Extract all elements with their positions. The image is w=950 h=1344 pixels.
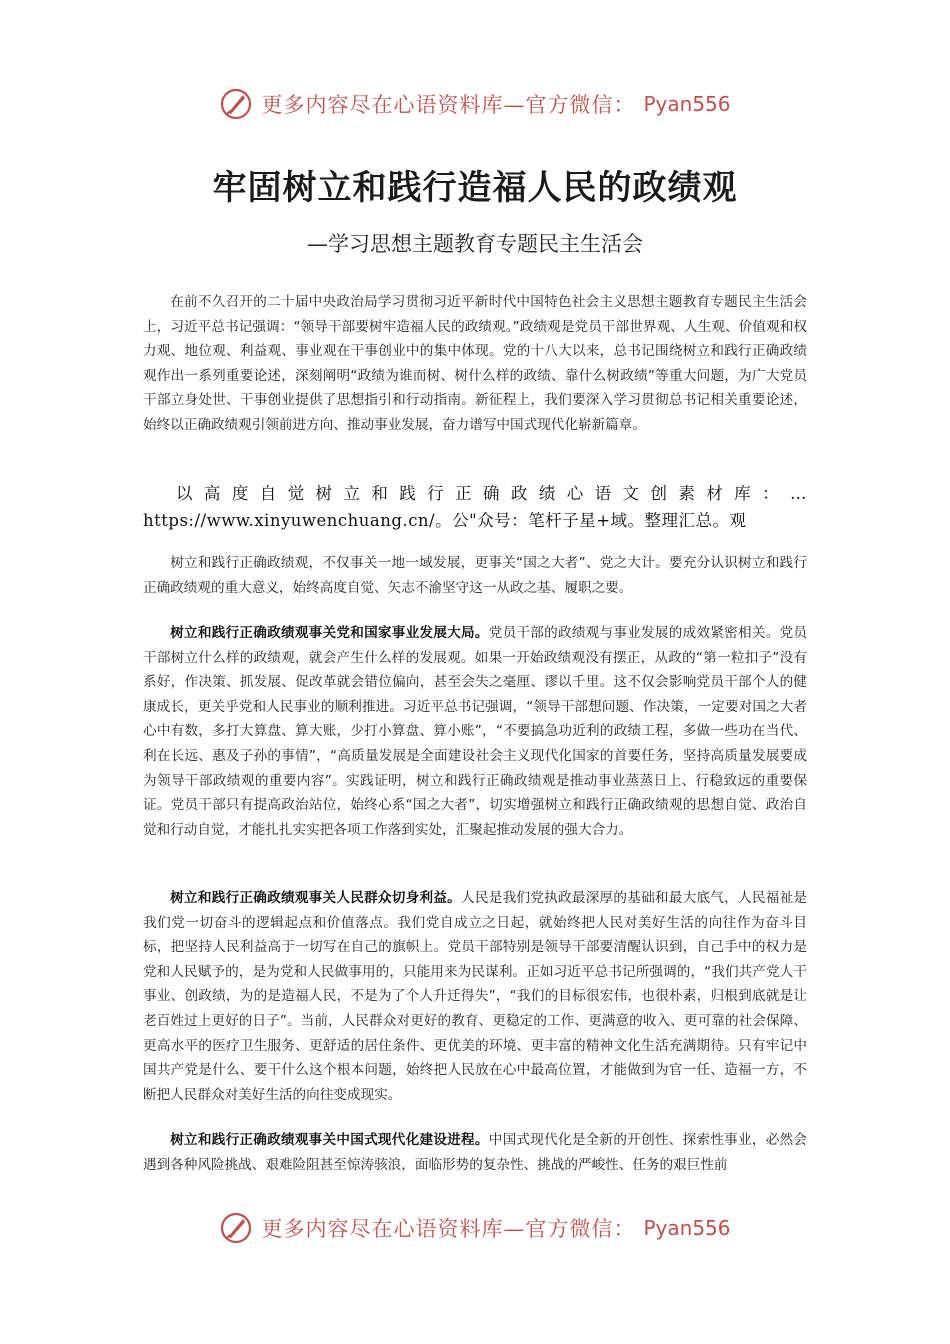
quill-logo-icon xyxy=(219,87,253,121)
intro-paragraph: 在前不久召开的二十届中央政治局学习贯彻习近平新时代中国特色社会主义思想主题教育专题民主生活会上，习近平总书记强调：“领导干部要树牢造福人民的政绩观。”政绩观是党员干部世界观、人生观、价值观和权力观、地位观、利益观、事业观在干事创业中的集中体现。党的十八大以来，总书记围绕树立和践行正确政绩观作出一系列重要论述，深刻阐明“政绩为谁而树、树什么样的政绩、靠什么树政绩”等重大问题，为广大党员干部立身处世、干事创业提供了思想指引和行动指南。新征程上，我们要深入学习贯彻总书记相关重要论述，始终以正确政绩观引领前进方向、推动事业发展，奋力谱写中国式现代化崭新篇章。 xyxy=(143,294,807,433)
paragraph-3-body: 党员干部的政绩观与事业发展的成效紧密相关。党员干部树立什么样的政绩观，就会产生什么样的发展观。如果一开始政绩观没有摆正，从政的“第一粒扣子”没有系好，作决策、抓发展、促改革就会错位偏向，甚至会失之毫厘、谬以千里。这不仅会影响党员干部个人的健康成长，更关乎党和人民事业的顺利推进。习近平总书记强调，“领导干部想问题、作决策，一定要对国之大者心中有数，多打大算盘、算大账，少打小算盘、算小账”，“不要搞急功近利的政绩工程，多做一些功在当代、利在长远、惠及子孙的事情”，“高质量发展是全面建设社会主义现代化国家的首要任务，坚持高质量发展要成为领导干部政绩观的重要内容”。实践证明，树立和践行正确政绩观是推动事业蒸蒸日上、行稳致远的重要保证。党员干部只有提高政治站位，始终心系“国之大者”，切实增强树立和践行正确政绩观的思想自觉、政治自觉和行动自觉，才能扎扎实实把各项工作落到实处，汇聚起推动发展的强大合力。 xyxy=(143,625,808,838)
paragraph-5-body: 中国式现代化是全新的开创性、探索性事业，必然会遇到各种风险挑战、艰难险阻甚至惊涛骇浪，面临形势的复杂性、挑战的严峻性、任务的艰巨性前 xyxy=(143,1132,808,1173)
wechat-id: Pyan556 xyxy=(643,92,731,116)
banner-text: 更多内容尽在心语资料库—官方微信： xyxy=(261,1217,636,1241)
paragraph-5 xyxy=(143,1128,807,1177)
paragraph-4 xyxy=(143,886,807,1107)
insert-paragraph: 以高度自觉树立和践行正确政绩心语文创素材库：… https://www.xinyuwenchuang.cn/。公"众号：笔杆子星+域。整理汇总。观 xyxy=(143,484,807,530)
footer-banner[interactable] xyxy=(0,1206,950,1250)
banner-text: 更多内容尽在心语资料库—官方微信： xyxy=(261,93,636,117)
paragraph-5-lead: 树立和践行正确政绩观事关中国式现代化建设进程。 xyxy=(170,1132,489,1148)
document-title: 牢固树立和践行造福人民的政绩观 xyxy=(212,168,738,208)
paragraph-3 xyxy=(143,621,807,842)
quill-logo-icon xyxy=(219,1211,253,1245)
header-banner[interactable] xyxy=(0,82,950,126)
paragraph-2: 树立和践行正确政绩观，不仅事关一地一域发展，更事关“国之大者”、党之大计。要充分认识树立和践行正确政绩观的重大意义，始终高度自觉、矢志不渝坚守这一从政之基、履职之要。 xyxy=(143,555,807,596)
document-subtitle: —学习思想主题教育专题民主生活会 xyxy=(307,232,643,256)
paragraph-4-body: 人民是我们党执政最深厚的基础和最大底气，人民福祉是我们党一切奋斗的逻辑起点和价值落点。我们党自成立之日起，就始终把人民对美好生活的向往作为奋斗目标，把坚持人民利益高于一切写在自己的旗帜上。党员干部特别是领导干部要清醒认识到，自己手中的权力是党和人民赋予的，是为党和人民做事用的，只能用来为民谋利。正如习近平总书记所强调的，“我们共产党人干事业、创政绩，为的是造福人民，不是为了个人升迁得失”，“我们的目标很宏伟，也很朴素，归根到底就是让老百姓过上更好的日子”。当前，人民群众对更好的教育、更稳定的工作、更满意的收入、更可靠的社会保障、更高水平的医疗卫生服务、更舒适的居住条件、更优美的环境、更丰富的精神文化生活充满期待。只有牢记中国共产党是什么、要干什么这个根本问题，始终把人民放在心中最高位置，才能做到为官一任、造福一方，不断把人民群众对美好生活的向往变成现实。 xyxy=(143,890,808,1103)
paragraph-4-lead: 树立和践行正确政绩观事关人民群众切身利益。 xyxy=(170,890,462,906)
paragraph-3-lead: 树立和践行正确政绩观事关党和国家事业发展大局。 xyxy=(170,625,489,641)
wechat-id: Pyan556 xyxy=(643,1216,731,1240)
